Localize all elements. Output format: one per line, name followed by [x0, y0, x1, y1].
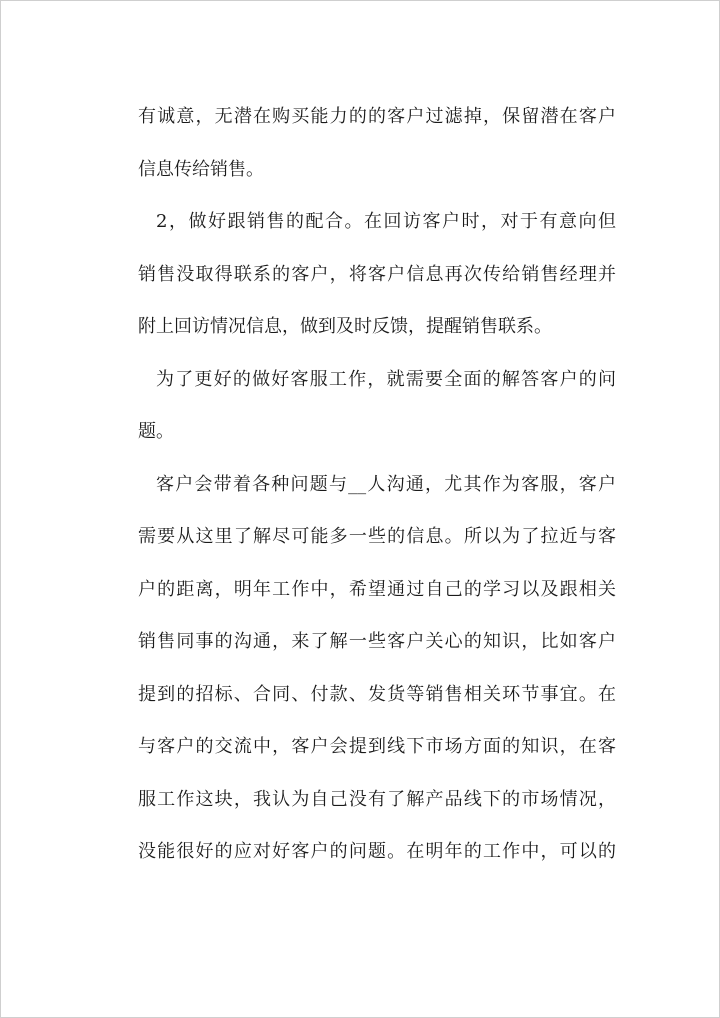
text-line: 没能很好的应对好客户的问题。在明年的工作中，可以的	[138, 841, 616, 862]
text-line: 销售同事的沟通，来了解一些客户关心的知识，比如客户	[138, 631, 616, 652]
text-line: 题。	[138, 421, 174, 442]
text-line: 需要从这里了解尽可能多一些的信息。所以为了拉近与客	[138, 526, 616, 547]
text-line: 与客户的交流中，客户会提到线下市场方面的知识，在客	[138, 736, 616, 757]
text-line: 服工作这块，我认为自己没有了解产品线下的市场情况，	[138, 788, 616, 810]
text-line: 为了更好的做好客服工作，就需要全面的解答客户的问	[156, 368, 616, 390]
text-line: 信息传给销售。	[138, 158, 264, 180]
document-body	[138, 95, 616, 883]
text-line: 客户会带着各种问题与__人沟通，尤其作为客服，客户	[156, 473, 616, 495]
text-line: 提到的招标、合同、付款、发货等销售相关环节事宜。在	[138, 683, 616, 705]
text-line: 户的距离，明年工作中，希望通过自己的学习以及跟相关	[138, 578, 616, 600]
text-line: 附上回访情况信息，做到及时反馈，提醒销售联系。	[138, 316, 552, 337]
text-line: 有诚意，无潜在购买能力的的客户过滤掉，保留潜在客户	[138, 106, 616, 127]
text-line: 销售没取得联系的客户，将客户信息再次传给销售经理并	[138, 263, 616, 285]
text-line: 2，做好跟销售的配合。在回访客户时，对于有意向但	[156, 211, 616, 232]
